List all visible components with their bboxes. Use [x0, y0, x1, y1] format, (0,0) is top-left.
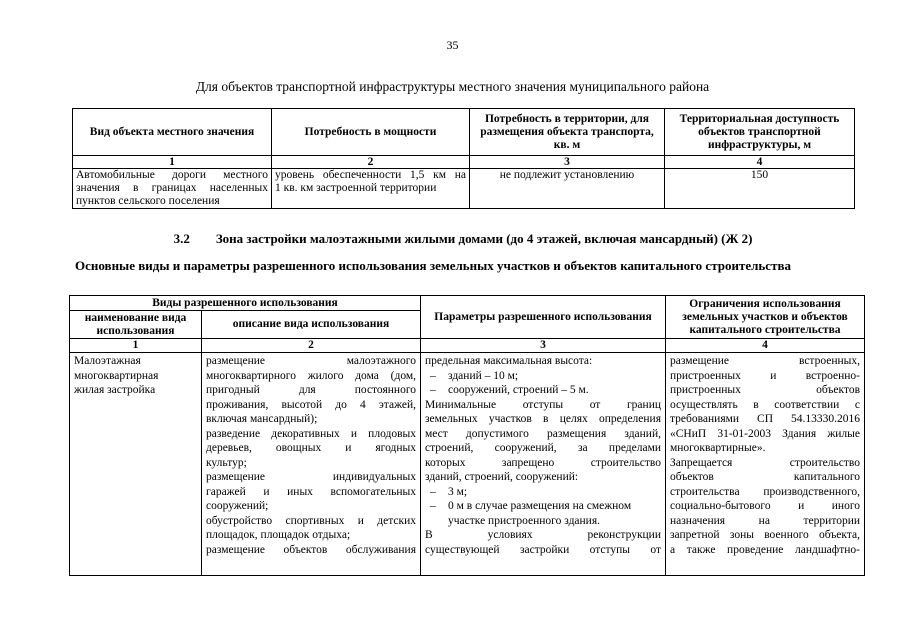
- group-header-uses: Виды разрешенного использования: [70, 296, 421, 311]
- cell-accessibility: 150: [665, 169, 855, 209]
- section-title: Зона застройки малоэтажными жилыми домами (до 4 этажей, включая мансардный) (Ж 2): [215, 231, 753, 246]
- col-header-restrictions: Ограничения использования земельных участков и объектов капитального строительства: [666, 296, 865, 339]
- table-row: [73, 169, 855, 209]
- cell-use-name: Малоэтажная многоквартирная жилая застройка: [70, 353, 202, 576]
- cell-capacity: уровень обеспеченности 1,5 км на 1 кв. км застроенной территории: [272, 169, 470, 209]
- col-header-capacity: Потребность в мощности: [272, 109, 470, 156]
- col-number: 4: [666, 339, 865, 353]
- section-heading: [72, 231, 854, 247]
- col-number: 1: [73, 156, 272, 169]
- col-header-use-description: описание вида использования: [202, 311, 421, 339]
- col-number: 3: [421, 339, 666, 353]
- table-row: [70, 353, 865, 576]
- col-number: 3: [470, 156, 665, 169]
- col-number: 2: [272, 156, 470, 169]
- transport-infrastructure-table: [72, 108, 855, 209]
- cell-use-description: размещение малоэтажного многоквартирного жилого дома (дом, пригодный для постоянного проживания, высотой до 4 этажей, включая мансардный); разведение декоративных и плодовых деревьев, овощных и ягодных культур; размещение индивидуальных гаражей и иных вспомогательных сооружений; обустройство спортивных и детских площадок, площадок отдыха; размещение объектов обслуживания: [202, 353, 421, 576]
- cell-params: предельная максимальная высота: – зданий – 10 м; – сооружений, строений – 5 м. Минимальные отступы от границ земельных участков в целях определения мест допустимого размещения зданий, строений, сооружений, за пределами которых запрещено строительство зданий, строений, сооружений: – 3 м; – 0 м в случае размещения на смежном участке пристроенного здания. В условиях реконструкции существующей застройки отступы от: [421, 353, 666, 576]
- cell-restrictions: размещение встроенных, пристроенных и встроенно- пристроенных объектов осуществлять в соответствии с требованиями СП 54.13330.2016 «СНиП 31-01-2003 Здания жилые многоквартирные». Запрещается строительство объектов капитального строительства производственного, социально-бытового и иного назначения на территории запретной зоны военного объекта, а также проведение ландшафтно-: [666, 353, 865, 576]
- col-header-object-type: Вид объекта местного значения: [73, 109, 272, 156]
- col-header-use-name: наименование вида использования: [70, 311, 202, 339]
- section-number: 3.2: [173, 231, 190, 246]
- cell-object-type: Автомобильные дороги местного значения в границах населенных пунктов сельского поселения: [73, 169, 272, 209]
- zoning-use-table: [69, 295, 865, 576]
- page-number: 35: [446, 38, 459, 52]
- col-header-accessibility: Территориальная доступность объектов транспортной инфраструктуры, м: [665, 109, 855, 156]
- col-number: 1: [70, 339, 202, 353]
- cell-territory: не подлежит установлению: [470, 169, 665, 209]
- col-header-params: Параметры разрешенного использования: [421, 296, 666, 339]
- table2-heading: Основные виды и параметры разрешенного использования земельных участков и объектов капитального строительства: [75, 258, 791, 273]
- col-header-territory: Потребность в территории, для размещения объекта транспорта, кв. м: [470, 109, 665, 156]
- table1-heading: Для объектов транспортной инфраструктуры местного значения муниципального района: [195, 79, 710, 94]
- col-number: 2: [202, 339, 421, 353]
- col-number: 4: [665, 156, 855, 169]
